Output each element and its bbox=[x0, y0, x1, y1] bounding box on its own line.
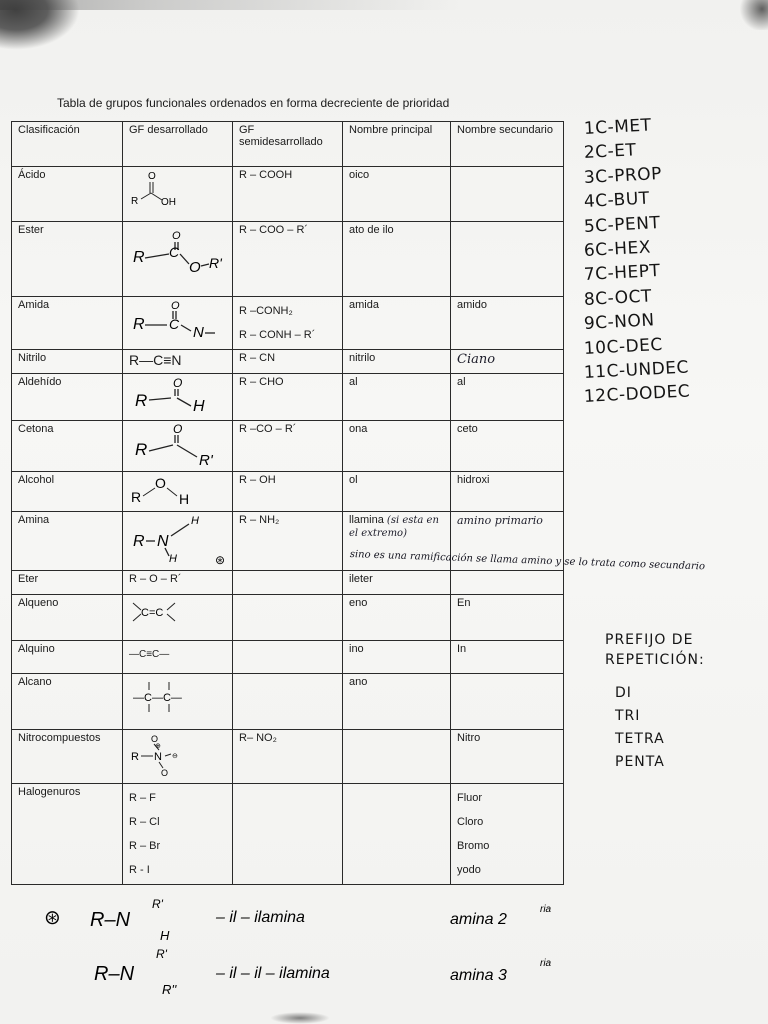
header-cell: GF semidesarrollado bbox=[233, 122, 343, 167]
atom-label: O bbox=[155, 475, 166, 491]
repetition-prefix-block bbox=[605, 630, 765, 774]
atom-label: R bbox=[131, 489, 142, 505]
handwritten-note: (si esta en el extremo) bbox=[349, 515, 439, 539]
secondary-name bbox=[451, 167, 564, 222]
secondary-name: In bbox=[451, 641, 564, 674]
classification-cell: Cetona bbox=[12, 421, 123, 472]
table-row bbox=[12, 595, 564, 641]
classification-cell: Ester bbox=[12, 222, 123, 297]
asterisk-mark: ⊛ bbox=[215, 553, 226, 566]
atom-label: R bbox=[133, 533, 145, 550]
classification-cell: Nitrocompuestos bbox=[12, 730, 123, 784]
atom-label: N bbox=[193, 324, 204, 341]
charge-label: ⊕ bbox=[155, 743, 161, 750]
bond-label: —C—C— bbox=[133, 692, 182, 704]
prefix-item: 2C-ET bbox=[583, 140, 637, 164]
ester-structure bbox=[129, 224, 229, 286]
atom-label: C bbox=[169, 316, 180, 332]
secondary-amine-class: amina 2 bbox=[450, 911, 507, 928]
classification-cell: Ácido bbox=[12, 167, 123, 222]
atom-label: O bbox=[148, 171, 156, 182]
asterisk-mark: ⊛ bbox=[44, 907, 61, 929]
structure-cell: R—C≡N bbox=[123, 350, 233, 374]
alkene-structure bbox=[129, 597, 209, 627]
atom-label: O bbox=[161, 768, 169, 778]
secondary-name: al bbox=[451, 374, 564, 421]
atom-label: O bbox=[173, 423, 183, 436]
tertiary-amine-r2: R'' bbox=[162, 982, 177, 997]
atom-label: N bbox=[157, 533, 169, 550]
table-row bbox=[12, 641, 564, 674]
prefix-item: 7C-HEPT bbox=[583, 261, 661, 286]
secondary-amine-r1: R' bbox=[152, 897, 163, 911]
classification-cell: Eter bbox=[12, 571, 123, 595]
principal-name: amida bbox=[343, 297, 451, 350]
classification-cell: Amida bbox=[12, 297, 123, 350]
atom-label: R bbox=[131, 751, 139, 763]
functional-groups-table bbox=[11, 121, 564, 885]
classification-cell: Aldehído bbox=[12, 374, 123, 421]
atom-label: O bbox=[173, 376, 183, 390]
semi-formula: R – CN bbox=[239, 352, 276, 364]
carbon-prefix-list bbox=[584, 117, 734, 410]
tertiary-amine-formula: R–N bbox=[94, 963, 135, 985]
prefix-item: 6C-HEX bbox=[583, 237, 652, 262]
table-row bbox=[12, 784, 564, 885]
acid-structure bbox=[129, 169, 225, 217]
repetition-item: TRI bbox=[615, 708, 641, 724]
atom-label: R bbox=[131, 196, 139, 207]
principal-name bbox=[343, 730, 451, 784]
structure-cell bbox=[123, 297, 233, 350]
structure-cell bbox=[123, 595, 233, 641]
semi-formula: R – COOH bbox=[239, 169, 293, 181]
atom-label: H bbox=[193, 398, 205, 415]
semi-formula: R – NH₂ bbox=[239, 514, 280, 526]
prefix-item: 3C-PROP bbox=[583, 163, 663, 188]
alkane-structure bbox=[129, 676, 209, 720]
semi-formula: R –CONH₂ bbox=[239, 305, 293, 317]
secondary-amine-h: H bbox=[160, 928, 170, 943]
header-cell: Nombre principal bbox=[343, 122, 451, 167]
ketone-structure bbox=[129, 423, 229, 469]
document-title: Tabla de grupos funcionales ordenados en forma decreciente de prioridad bbox=[57, 96, 450, 110]
atom-label: H bbox=[169, 553, 177, 565]
secondary-name bbox=[451, 674, 564, 730]
classification-cell: Nitrilo bbox=[12, 350, 123, 374]
structure-cell bbox=[123, 472, 233, 512]
repetition-item: TETRA bbox=[615, 731, 665, 747]
amine-structure bbox=[129, 514, 233, 566]
secondary-name: Cloro bbox=[457, 816, 484, 828]
principal-name: ona bbox=[343, 421, 451, 472]
prefix-item: 10C-DEC bbox=[583, 334, 664, 359]
prefix-item: 5C-PENT bbox=[583, 212, 661, 237]
atom-label: R' bbox=[199, 452, 213, 469]
table-header-row bbox=[12, 122, 564, 167]
secondary-name: yodo bbox=[457, 864, 481, 876]
atom-label: R bbox=[133, 249, 145, 266]
halide-formula: R - I bbox=[129, 864, 150, 876]
secondary-amine-superscript: ria bbox=[540, 904, 552, 915]
principal-name: ano bbox=[343, 674, 451, 730]
principal-name: nitrilo bbox=[343, 350, 451, 374]
tertiary-amine-class: amina 3 bbox=[450, 967, 507, 984]
atom-label: N bbox=[154, 751, 162, 763]
repetition-heading: PREFIJO DE bbox=[605, 632, 694, 648]
secondary-amine-formula: R–N bbox=[90, 909, 131, 931]
atom-label: O bbox=[151, 734, 159, 744]
structure-cell bbox=[123, 421, 233, 472]
repetition-item: PENTA bbox=[615, 754, 665, 770]
atom-label: OH bbox=[161, 197, 176, 208]
principal-name: eno bbox=[343, 595, 451, 641]
classification-cell: Halogenuros bbox=[12, 784, 123, 885]
secondary-name: Ciano bbox=[451, 350, 564, 374]
scan-shadow bbox=[0, 0, 768, 10]
structure-cell bbox=[123, 222, 233, 297]
table-row bbox=[12, 297, 564, 350]
structure-cell bbox=[123, 730, 233, 784]
atom-label: R bbox=[133, 316, 145, 333]
repetition-heading: REPETICIÓN: bbox=[605, 652, 705, 668]
classification-cell: Alqueno bbox=[12, 595, 123, 641]
principal-name: oico bbox=[343, 167, 451, 222]
nitro-structure bbox=[129, 732, 219, 778]
header-cell: Nombre secundario bbox=[451, 122, 564, 167]
atom-label: R bbox=[135, 440, 148, 459]
halide-formula: R – Cl bbox=[129, 816, 160, 828]
charge-label: ⊖ bbox=[172, 753, 178, 760]
structure-cell bbox=[123, 674, 233, 730]
structure-cell bbox=[123, 374, 233, 421]
principal-name: ol bbox=[343, 472, 451, 512]
header-cell: GF desarrollado bbox=[123, 122, 233, 167]
amide-structure bbox=[129, 299, 229, 345]
halide-formula: R – F bbox=[129, 792, 156, 804]
structure-cell: —C≡C— bbox=[123, 641, 233, 674]
secondary-name bbox=[451, 571, 564, 595]
principal-name: ato de ilo bbox=[343, 222, 451, 297]
table-row bbox=[12, 472, 564, 512]
atom-label: R' bbox=[209, 255, 222, 271]
atom-label: O bbox=[172, 230, 181, 242]
classification-cell: Alcano bbox=[12, 674, 123, 730]
secondary-name: Fluor bbox=[457, 792, 483, 804]
repetition-item: DI bbox=[615, 685, 632, 701]
tertiary-amine-name: – il – il – ilamina bbox=[216, 965, 330, 982]
secondary-name: En bbox=[451, 595, 564, 641]
classification-cell: Amina bbox=[12, 512, 123, 571]
atom-label: R bbox=[135, 391, 148, 410]
table-row bbox=[12, 350, 564, 374]
secondary-name: amino primario bbox=[451, 512, 564, 571]
secondary-name: ceto bbox=[451, 421, 564, 472]
semi-formula: R – CONH – R´ bbox=[239, 329, 316, 341]
scan-shadow bbox=[270, 1012, 330, 1024]
header-cell: Clasificación bbox=[12, 122, 123, 167]
atom-label: H bbox=[179, 491, 190, 507]
principal-name: al bbox=[343, 374, 451, 421]
atom-label: H bbox=[191, 515, 199, 527]
semi-formula: R –CO – R´ bbox=[239, 423, 297, 435]
amine-notes bbox=[40, 890, 660, 1010]
handwritten-note: sino es una ramificación se llama amino y se lo trata como secundario bbox=[349, 549, 706, 573]
principal-name: llamina bbox=[349, 514, 384, 526]
semi-formula: R – OH bbox=[239, 474, 276, 486]
table-row bbox=[12, 730, 564, 784]
table-row bbox=[12, 571, 564, 595]
atom-label: O bbox=[171, 300, 180, 312]
principal-name: ileter bbox=[343, 571, 451, 595]
secondary-name: amido bbox=[451, 297, 564, 350]
structure-cell bbox=[123, 512, 233, 571]
table-row bbox=[12, 167, 564, 222]
scan-shadow bbox=[738, 0, 768, 30]
tertiary-amine-r1: R' bbox=[156, 947, 167, 961]
semi-formula: R – CHO bbox=[239, 376, 284, 388]
aldehyde-structure bbox=[129, 376, 229, 416]
principal-name: ino bbox=[343, 641, 451, 674]
table-row bbox=[12, 374, 564, 421]
prefix-item: 12C-DODEC bbox=[583, 381, 691, 408]
principal-name bbox=[343, 784, 451, 885]
secondary-name: Bromo bbox=[457, 840, 490, 852]
atom-label: C bbox=[169, 244, 180, 260]
table-row bbox=[12, 674, 564, 730]
atom-label: O bbox=[189, 259, 201, 276]
semi-formula: R – COO – R´ bbox=[239, 224, 309, 236]
prefix-item: 1C-MET bbox=[583, 115, 653, 139]
classification-cell: Alcohol bbox=[12, 472, 123, 512]
semi-formula: R– NO₂ bbox=[239, 732, 277, 744]
prefix-item: 4C-BUT bbox=[583, 188, 651, 213]
structure-cell bbox=[123, 167, 233, 222]
halide-formula: R – Br bbox=[129, 840, 161, 852]
alcohol-structure bbox=[129, 474, 229, 508]
table-row bbox=[12, 222, 564, 297]
tertiary-amine-superscript: ria bbox=[540, 958, 552, 969]
secondary-name bbox=[451, 222, 564, 297]
table-row bbox=[12, 421, 564, 472]
prefix-item: 9C-NON bbox=[583, 310, 656, 335]
prefix-item: 8C-OCT bbox=[583, 286, 653, 310]
classification-cell: Alquino bbox=[12, 641, 123, 674]
prefix-item: 11C-UNDEC bbox=[583, 357, 690, 384]
secondary-name: hidroxi bbox=[451, 472, 564, 512]
secondary-amine-name: – il – ilamina bbox=[216, 909, 305, 926]
bond-label: C=C bbox=[141, 607, 164, 619]
secondary-name: Nitro bbox=[451, 730, 564, 784]
structure-cell: R – O – R´ bbox=[123, 571, 233, 595]
